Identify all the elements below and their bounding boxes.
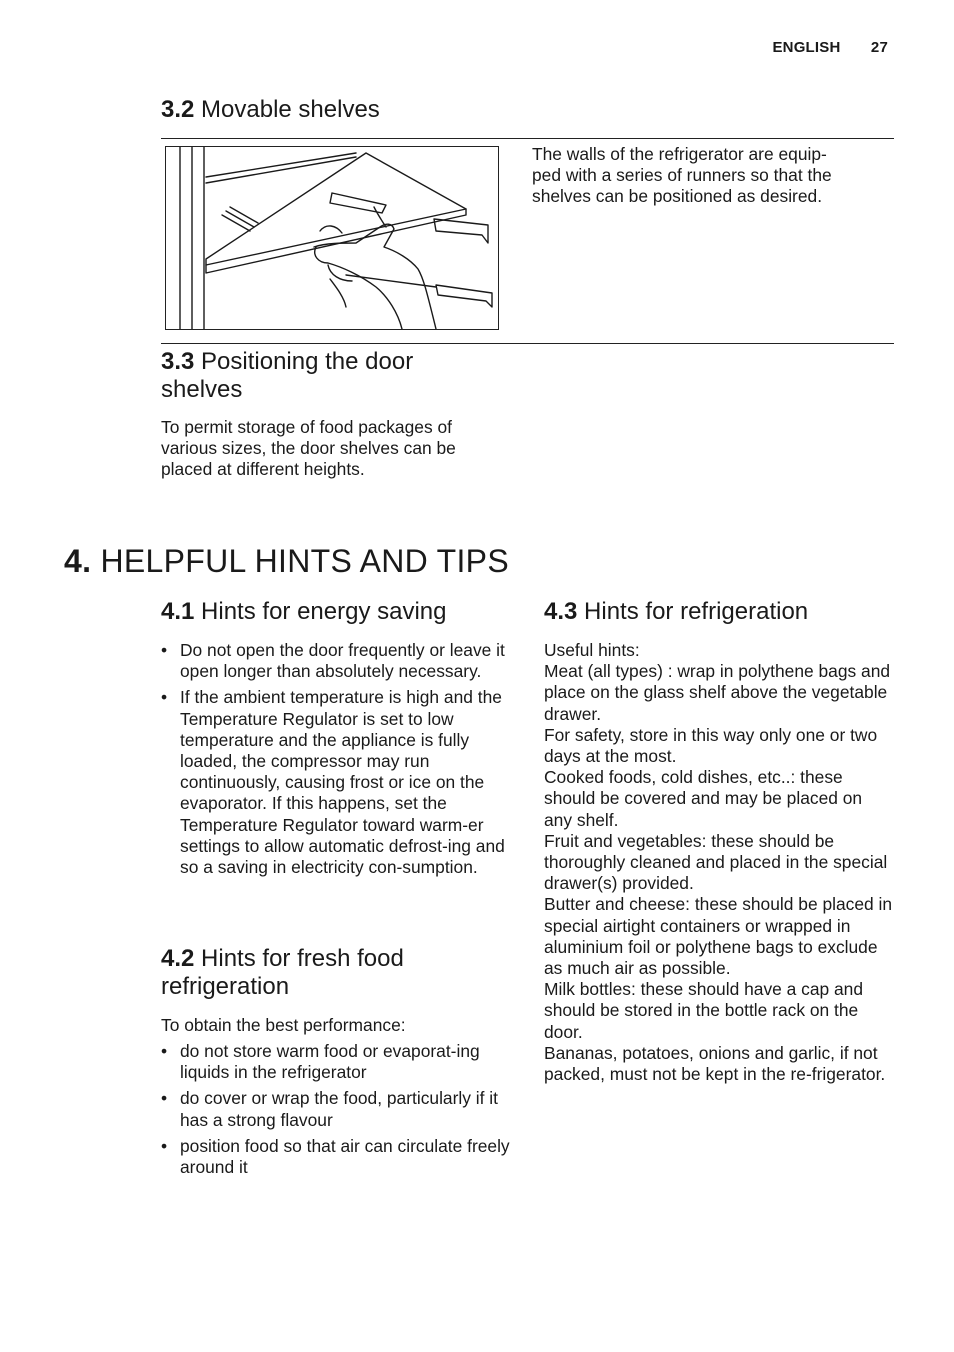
section-4-3-heading: [544, 598, 808, 626]
section-rule: [161, 343, 894, 344]
section-rule: [161, 138, 894, 139]
section-number: 4.3: [544, 598, 578, 625]
section-4-2-heading: [161, 945, 481, 1001]
hint-line: Milk bottles: these should have a cap and should be stored in the bottle rack on the door.: [544, 979, 864, 1042]
hint-line: For safety, store in this way only one or two days at the most.: [544, 724, 878, 767]
hint-line: Butter and cheese: these should be placed in special airtight containers or wrapped in aluminium foil or polythene bags to exclude as much air as possible.: [544, 894, 893, 979]
list-item: • do not store warm food or evaporat-ing liquids in the refrigerator: [161, 1041, 513, 1083]
hint-line: Meat (all types) : wrap in polythene bags and place on the glass shelf above the vegetable drawer.: [544, 661, 891, 724]
hint-line: Cooked foods, cold dishes, etc..: these should be covered and may be placed on any shelf.: [544, 767, 863, 830]
section-4-2-intro: To obtain the best performance:: [161, 1015, 406, 1035]
hint-line: Useful hints:: [544, 640, 640, 660]
list-item: • position food so that air can circulate freely around it: [161, 1136, 513, 1178]
page-number: 27: [870, 39, 888, 56]
shelf-illustration-icon: [166, 147, 498, 329]
section-3-3-text: To permit storage of food packages of various sizes, the door shelves can be placed at different heights.: [161, 417, 456, 480]
section-title: Hints for fresh food refrigeration: [161, 945, 404, 1000]
fresh-food-list: [161, 1041, 513, 1183]
hint-line: Bananas, potatoes, onions and garlic, if not packed, must not be kept in the re-frigerator.: [544, 1042, 886, 1085]
refrigeration-hints: [544, 640, 894, 1085]
list-item: • Do not open the door frequently or leave it open longer than absolutely necessary.: [161, 640, 513, 682]
chapter-title: HELPFUL HINTS AND TIPS: [100, 543, 509, 579]
list-item: • do cover or wrap the food, particularly if it has a strong flavour: [161, 1088, 513, 1130]
section-title: Hints for energy saving: [201, 598, 447, 625]
section-3-3-heading: [161, 348, 481, 404]
section-title: Movable shelves: [201, 96, 380, 123]
hint-line: Fruit and vegetables: these should be thoroughly cleaned and placed in the special drawer(s) provided.: [544, 830, 888, 894]
section-3-2-text: The walls of the refrigerator are equip- ped with a series of runners so that the shelves can be positioned as desired.: [532, 144, 832, 207]
chapter-4-heading: [64, 543, 509, 579]
section-4-1-heading: [161, 598, 447, 626]
section-number: 4.1: [161, 598, 195, 625]
section-number: 3.3: [161, 348, 195, 375]
energy-saving-list: [161, 640, 513, 883]
list-item: • If the ambient temperature is high and the Temperature Regulator is set to low temperature and the appliance is fully loaded, the compressor may run continuously, causing frost or ice on the evaporator. If this happens, set the Temperature Regulator toward warm-er settings to allow automatic defrost-ing and so a saving in electricity con-sumption.: [161, 687, 513, 878]
section-number: 3.2: [161, 96, 195, 123]
page-header: [772, 39, 888, 56]
movable-shelf-illustration: [165, 146, 499, 330]
section-title: Hints for refrigeration: [584, 598, 809, 625]
header-language: ENGLISH: [772, 39, 841, 56]
chapter-number: 4.: [64, 543, 92, 579]
section-number: 4.2: [161, 945, 195, 972]
section-title: Positioning the door shelves: [161, 348, 414, 403]
section-3-2-heading: [161, 96, 380, 124]
